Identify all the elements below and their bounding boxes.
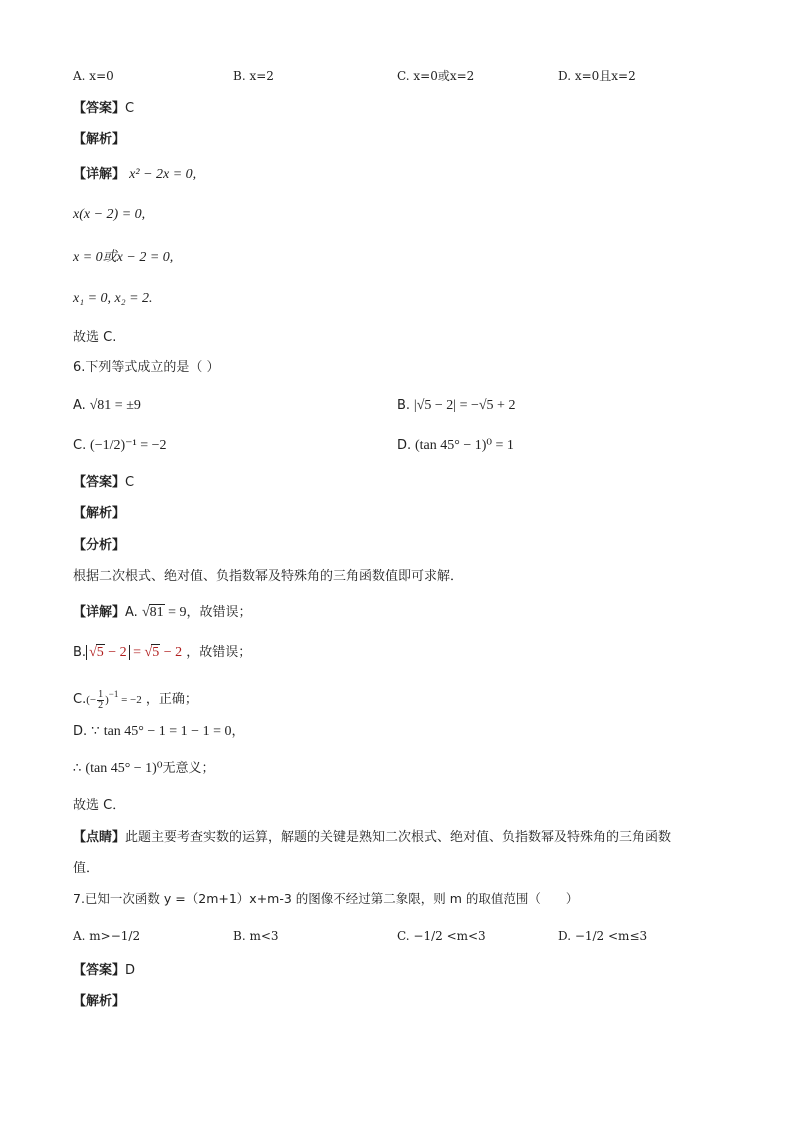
q5-option-c: C. x=0或x=2 — [397, 69, 475, 83]
detail-c-math: (− $\frac{1}{2}$ )$^{-1}$ = −2 — [86, 688, 142, 711]
detail-e-suffix: 无意义； — [162, 761, 215, 776]
q6-option-d — [397, 436, 514, 455]
q7-option-a: A. m>−1/2 — [73, 929, 141, 943]
detail-d-suffix: ， — [231, 724, 245, 739]
q6-option-a-label: A. — [73, 398, 86, 413]
q5-option-a: A. x=0 — [73, 69, 114, 83]
detail-d-prefix: D. ∵ — [73, 724, 100, 739]
detail-c-label: C. — [73, 692, 87, 707]
detail-e-math: (tan 45° − 1)⁰ — [85, 761, 163, 776]
detail-tag: 【详解】 — [73, 605, 126, 620]
detail-d-math: tan 45° − 1 = 1 − 1 = 0 — [103, 724, 232, 739]
q6-detail-a — [73, 604, 252, 622]
dianjing-text: 此题主要考查实数的运算，解题的关键是熟知二次根式、绝对值、负指数幂及特殊角的三角函数 — [125, 830, 672, 845]
dianjing-tag: 【点睛】 — [73, 830, 126, 845]
q5-step-4: x₁ = 0, x₂ = 2. — [73, 291, 153, 306]
detail-a-math: √81 = 9 — [141, 605, 187, 620]
detail-tag: 【详解】 — [73, 167, 126, 182]
q6-option-a — [73, 396, 141, 415]
q5-detail-line — [73, 166, 196, 184]
q7-option-c: C. −1/2 <m<3 — [397, 929, 486, 943]
detail-a-suffix: ，故错误； — [186, 605, 252, 620]
answer-value: C — [125, 101, 135, 116]
q7-option-b: B. m<3 — [233, 929, 279, 943]
detail-e-prefix: ∴ — [73, 761, 82, 776]
q6-option-b-math: |√5 − 2| = −√5 + 2 — [413, 398, 516, 413]
detail-b-suffix: ，故错误； — [186, 645, 252, 660]
detail-c-suffix: ，正确； — [145, 692, 198, 707]
q5-conclusion: 故选 C. — [73, 330, 117, 345]
q6-option-d-math: (tan 45° − 1)⁰ = 1 — [414, 438, 514, 453]
q6-option-c-math: (−1/2)⁻¹ = −2 — [90, 438, 167, 453]
q5-option-d: D. x=0且x=2 — [558, 69, 636, 83]
q6-detail-c — [73, 685, 198, 711]
detail-b-label: B. — [73, 645, 87, 660]
q6-detail-d — [73, 723, 245, 741]
q6-conclusion: 故选 C． — [73, 798, 126, 813]
q6-option-a-math: √81 = ±9 — [89, 398, 141, 413]
q6-option-c — [73, 436, 167, 455]
q6-detail-e — [73, 760, 214, 778]
q6-fenxi-tag — [73, 537, 125, 555]
answer-value: D — [125, 963, 136, 978]
q5-analysis-tag — [73, 131, 125, 149]
q5-answer-line — [73, 100, 134, 118]
answer-value: C — [125, 475, 135, 490]
analysis-tag: 【解析】 — [73, 132, 126, 147]
q5-step-2: x(x − 2) = 0, — [73, 207, 146, 222]
answer-tag: 【答案】 — [73, 101, 126, 116]
analysis-tag: 【解析】 — [73, 994, 126, 1009]
q6-analysis-tag — [73, 505, 125, 523]
analysis-tag: 【解析】 — [73, 506, 126, 521]
answer-tag: 【答案】 — [73, 963, 126, 978]
q6-option-b — [397, 396, 515, 415]
q7-title: 7.已知一次函数 y =（2m+1）x+m-3 的图像不经过第二象限，则 m 的取值范围（ ） — [73, 891, 579, 906]
fenxi-tag: 【分析】 — [73, 538, 126, 553]
q6-fenxi-text: 根据二次根式、绝对值、负指数幂及特殊角的三角函数值即可求解． — [73, 569, 464, 584]
q6-dianjing-1 — [73, 829, 671, 847]
q6-option-d-label: D. — [397, 438, 412, 453]
q6-title: 6.下列等式成立的是（ ） — [73, 360, 220, 375]
detail-a-label: A. — [125, 605, 138, 620]
q7-answer-line — [73, 962, 135, 980]
q7-analysis-tag — [73, 993, 125, 1011]
q6-option-b-label: B. — [397, 398, 411, 413]
q5-step-3: x = 0或x − 2 = 0, — [73, 250, 174, 265]
detail-b-math: √5 − 2 = √5 − 2 — [86, 645, 182, 660]
q5-step-1: x² − 2x = 0, — [129, 167, 197, 182]
q6-dianjing-2: 值． — [73, 861, 100, 876]
q6-answer-line — [73, 474, 134, 492]
answer-tag: 【答案】 — [73, 475, 126, 490]
q6-option-c-label: C. — [73, 438, 87, 453]
q5-option-b: B. x=2 — [233, 69, 274, 83]
q6-detail-b — [73, 644, 251, 662]
q7-option-d: D. −1/2 <m≤3 — [558, 929, 648, 943]
